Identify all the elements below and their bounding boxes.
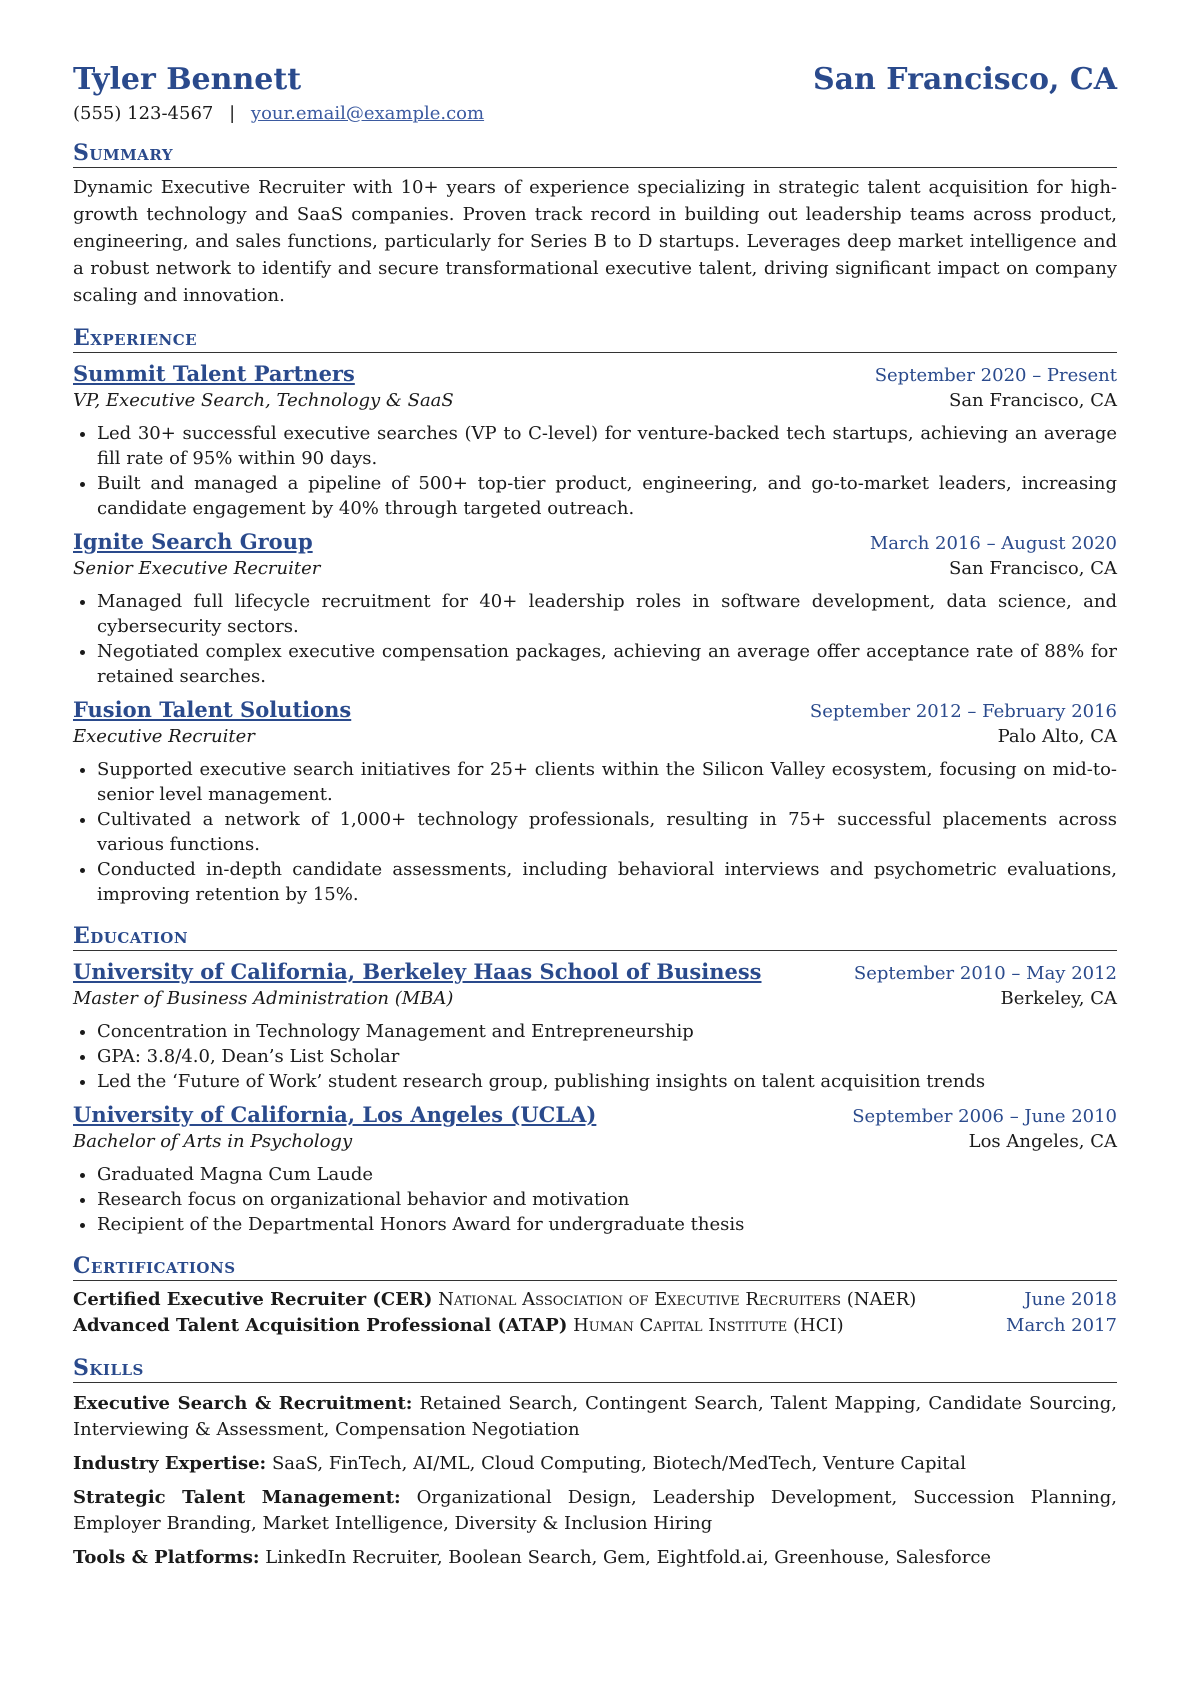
certification-issuer: National Association of Executive Recruiters (NAER) — [438, 1289, 917, 1310]
skill-category: Strategic Talent Management: — [73, 1487, 401, 1508]
skill-category: Tools & Platforms: — [73, 1547, 260, 1568]
skill-line — [73, 1485, 1117, 1537]
header-location: San Francisco, CA — [812, 62, 1117, 97]
bullet-item: • Led the ‘Future of Work’ student research group, publishing insights on talent acquisition trends — [97, 1069, 1117, 1094]
education-entry — [73, 959, 1117, 1094]
entry-subheader-row — [73, 722, 1117, 747]
certification-name: Advanced Talent Acquisition Professional (ATAP) — [73, 1315, 568, 1336]
entry-organization-link[interactable]: Fusion Talent Solutions — [73, 697, 352, 722]
entry-organization-link[interactable]: University of California, Los Angeles (UCLA) — [73, 1102, 597, 1127]
entry-bullet-list — [73, 1162, 1117, 1237]
skill-values: Retained Search, Contingent Search, Talent Mapping, Candidate Sourcing, Interviewing & Assessment, Compensation Negotiation — [73, 1393, 1117, 1440]
bullet-item: • Conducted in-depth candidate assessments, including behavioral interviews and psychometric evaluations, improving retention by 15%. — [97, 857, 1117, 907]
entry-subheader-row — [73, 554, 1117, 579]
experience-entry — [73, 361, 1117, 521]
entry-role: Master of Business Administration (MBA) — [73, 988, 454, 1009]
experience-entry — [73, 529, 1117, 689]
certification-issuer: Human Capital Institute (HCI) — [573, 1315, 844, 1336]
entry-organization-link[interactable]: University of California, Berkeley Haas School of Business — [73, 959, 762, 984]
skill-values: Organizational Design, Leadership Development, Succession Planning, Employer Branding, Market Intelligence, Diversity & Inclusion Hiring — [73, 1487, 1117, 1534]
skill-line — [73, 1545, 1117, 1571]
entry-dates: September 2020 – Present — [874, 365, 1117, 386]
bullet-item: • Negotiated complex executive compensation packages, achieving an average offer acceptance rate of 88% for retained searches. — [97, 639, 1117, 689]
entry-header-row — [73, 959, 1117, 984]
section-title-summary: Summary — [73, 140, 1117, 168]
skills-list — [73, 1391, 1117, 1571]
skill-line — [73, 1451, 1117, 1477]
certification-date: June 2018 — [1024, 1289, 1117, 1310]
entry-role: Bachelor of Arts in Psychology — [73, 1131, 353, 1152]
skill-values: SaaS, FinTech, AI/ML, Cloud Computing, Biotech/MedTech, Venture Capital — [271, 1453, 966, 1474]
bullet-item: • Graduated Magna Cum Laude — [97, 1162, 1117, 1187]
certification-info — [73, 1313, 844, 1339]
experience-list — [73, 361, 1117, 907]
candidate-name: Tyler Bennett — [73, 62, 302, 97]
bullet-item: • Managed full lifecycle recruitment for 40+ leadership roles in software development, data science, and cybersecurity sectors. — [97, 589, 1117, 639]
bullet-item: • Supported executive search initiatives for 25+ clients within the Silicon Valley ecosystem, focusing on mid-to-senior level management. — [97, 757, 1117, 807]
bullet-item: • Research focus on organizational behavior and motivation — [97, 1187, 1117, 1212]
certification-row — [73, 1313, 1117, 1339]
bullet-item: • Recipient of the Departmental Honors Award for undergraduate thesis — [97, 1212, 1117, 1237]
entry-organization-link[interactable]: Summit Talent Partners — [73, 361, 355, 386]
email-link[interactable]: your.email@example.com — [250, 103, 485, 124]
entry-dates: March 2016 – August 2020 — [869, 533, 1117, 554]
entry-role: VP, Executive Search, Technology & SaaS — [73, 390, 454, 411]
entry-location: Berkeley, CA — [1000, 988, 1117, 1009]
contact-separator: | — [229, 103, 236, 124]
entry-subheader-row — [73, 386, 1117, 411]
entry-role: Executive Recruiter — [73, 726, 255, 747]
skill-values: LinkedIn Recruiter, Boolean Search, Gem, Eightfold.ai, Greenhouse, Salesforce — [265, 1547, 992, 1568]
certification-list — [73, 1287, 1117, 1339]
section-title-experience: Experience — [73, 325, 1117, 353]
entry-role: Senior Executive Recruiter — [73, 558, 321, 579]
skill-line — [73, 1391, 1117, 1443]
entry-header-row — [73, 1102, 1117, 1127]
entry-location: San Francisco, CA — [948, 558, 1117, 579]
entry-header-row — [73, 697, 1117, 722]
bullet-item: • Built and managed a pipeline of 500+ top-tier product, engineering, and go-to-market leaders, increasing candidate engagement by 40% through targeted outreach. — [97, 471, 1117, 521]
phone-number: (555) 123-4567 — [73, 103, 214, 124]
entry-location: Los Angeles, CA — [968, 1131, 1117, 1152]
entry-subheader-row — [73, 984, 1117, 1009]
experience-entry — [73, 697, 1117, 907]
bullet-item: • Concentration in Technology Management and Entrepreneurship — [97, 1019, 1117, 1044]
bullet-item: • Cultivated a network of 1,000+ technology professionals, resulting in 75+ successful placements across various functions. — [97, 807, 1117, 857]
bullet-item: • Led 30+ successful executive searches (VP to C-level) for venture-backed tech startups, achieving an average fill rate of 95% within 90 days. — [97, 421, 1117, 471]
certification-date: March 2017 — [1006, 1315, 1117, 1336]
entry-subheader-row — [73, 1127, 1117, 1152]
entry-bullet-list — [73, 589, 1117, 689]
bullet-item: • GPA: 3.8/4.0, Dean’s List Scholar — [97, 1044, 1117, 1069]
entry-bullet-list — [73, 757, 1117, 907]
section-title-education: Education — [73, 923, 1117, 951]
certification-name: Certified Executive Recruiter (CER) — [73, 1289, 433, 1310]
entry-dates: September 2010 – May 2012 — [853, 963, 1117, 984]
entry-header-row — [73, 361, 1117, 386]
entry-header-row — [73, 529, 1117, 554]
section-title-certifications: Certifications — [73, 1253, 1117, 1281]
entry-location: Palo Alto, CA — [997, 726, 1117, 747]
certification-info — [73, 1287, 916, 1313]
contact-line — [73, 103, 1117, 124]
certification-row — [73, 1287, 1117, 1313]
skill-category: Industry Expertise: — [73, 1453, 267, 1474]
entry-bullet-list — [73, 1019, 1117, 1094]
entry-dates: September 2006 – June 2010 — [852, 1106, 1117, 1127]
entry-bullet-list — [73, 421, 1117, 521]
entry-dates: September 2012 – February 2016 — [809, 701, 1117, 722]
section-title-skills: Skills — [73, 1355, 1117, 1383]
entry-organization-link[interactable]: Ignite Search Group — [73, 529, 313, 554]
education-entry — [73, 1102, 1117, 1237]
skill-category: Executive Search & Recruitment: — [73, 1393, 413, 1414]
entry-location: San Francisco, CA — [948, 390, 1117, 411]
education-list — [73, 959, 1117, 1237]
summary-text: Dynamic Executive Recruiter with 10+ years of experience specializing in strategic talent acquisition for high-growth technology and SaaS companies. Proven track record in building out leadership teams across product, engineering, and sales functions, particularly for Series B to D startups. Leverages deep market intelligence and a robust network to identify and secure transformational executive talent, driving significant impact on company scaling and innovation. — [73, 177, 1117, 306]
header — [73, 62, 1117, 97]
